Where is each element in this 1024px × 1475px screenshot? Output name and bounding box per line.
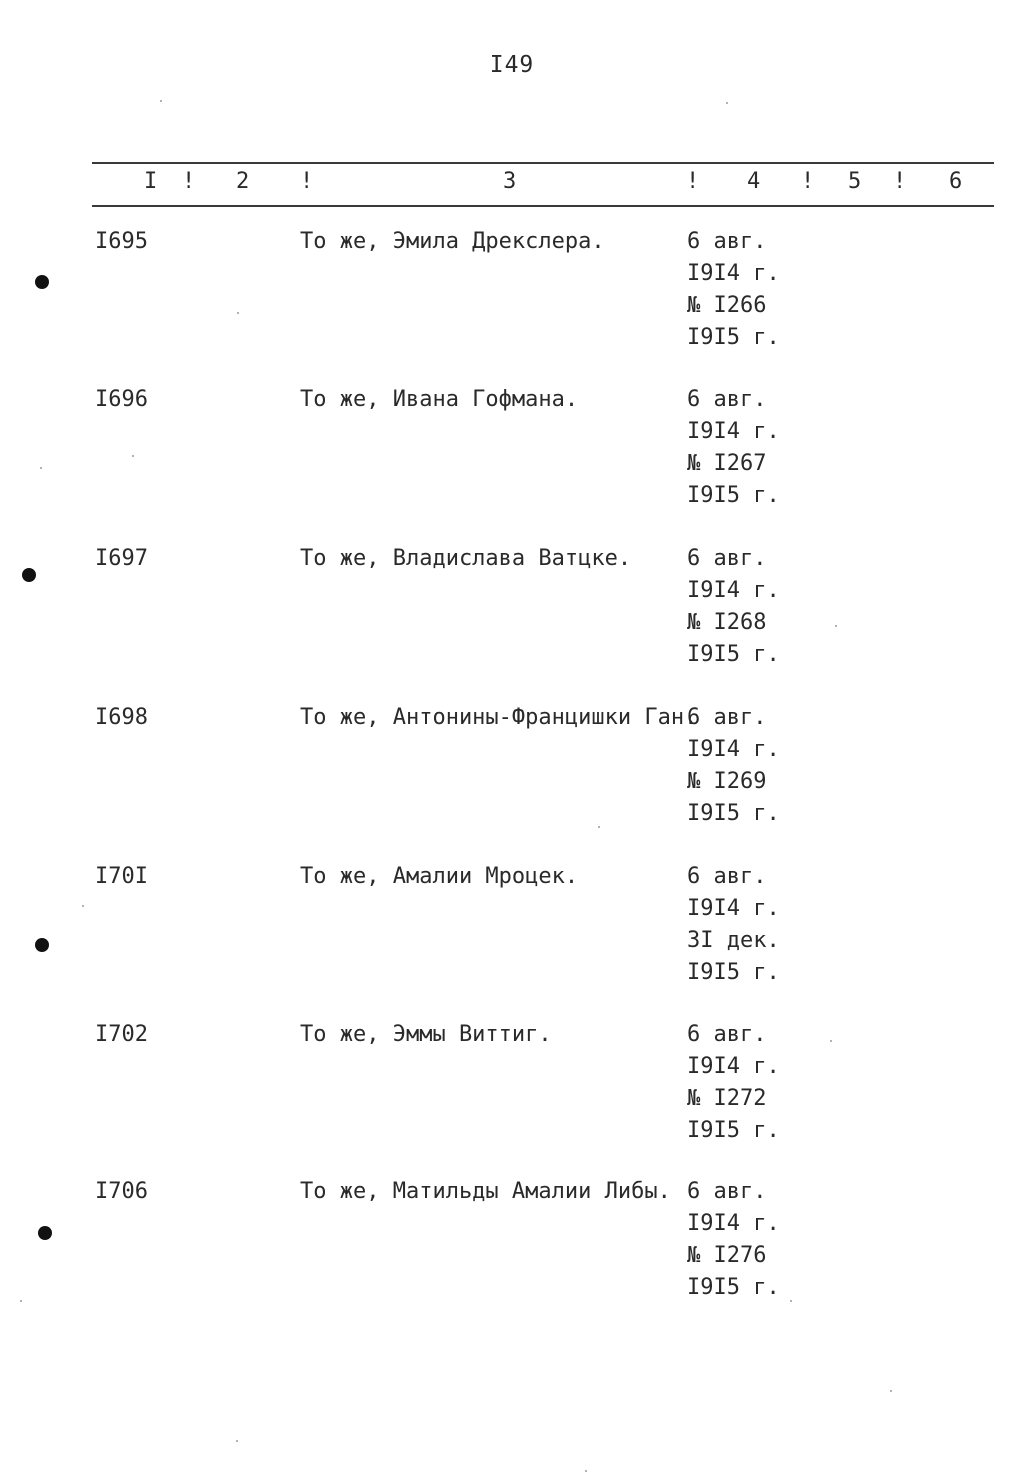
entry-date-line: № I269: [687, 769, 767, 794]
scan-speck: [890, 1390, 892, 1392]
entry-date-line: 6 авг.: [687, 1179, 767, 1204]
entry-number: I70I: [95, 864, 148, 889]
entry-date-line: I9I4 г.: [687, 896, 780, 921]
entry-date-line: № I268: [687, 610, 767, 635]
entry-number: I695: [95, 229, 148, 254]
punch-hole: [35, 938, 49, 952]
scan-speck: [585, 1470, 587, 1472]
scan-speck: [237, 312, 239, 314]
entry-date-line: № I276: [687, 1243, 767, 1268]
entry-date-line: I9I5 г.: [687, 801, 780, 826]
scan-speck: [830, 1040, 832, 1042]
entry-dates: [687, 543, 780, 671]
entry-date-line: 6 авг.: [687, 864, 767, 889]
register-entry: [0, 226, 1024, 356]
column-header-3: 3: [503, 169, 517, 194]
entry-description: То же, Эмила Дрекслера.: [300, 229, 605, 254]
column-header-5: 5: [848, 169, 862, 194]
scan-speck: [20, 1300, 22, 1302]
entry-description: То же, Ивана Гофмана.: [300, 387, 579, 412]
entry-number: I698: [95, 705, 148, 730]
entry-description: То же, Амалии Мроцек.: [300, 864, 579, 889]
register-entry: [0, 384, 1024, 514]
column-header-6: 6: [949, 169, 963, 194]
scan-speck: [726, 102, 728, 104]
column-separator: !: [801, 169, 815, 194]
entry-description: То же, Эммы Виттиг.: [300, 1022, 552, 1047]
entry-date-line: 3I дек.: [687, 928, 780, 953]
entry-date-line: I9I4 г.: [687, 578, 780, 603]
entry-number: I702: [95, 1022, 148, 1047]
register-entry: [0, 861, 1024, 991]
entry-date-line: I9I4 г.: [687, 737, 780, 762]
scan-speck: [598, 826, 600, 828]
entry-dates: [687, 384, 780, 512]
entry-number: I696: [95, 387, 148, 412]
entry-date-line: I9I4 г.: [687, 261, 780, 286]
entry-date-line: 6 авг.: [687, 705, 767, 730]
entry-date-line: I9I4 г.: [687, 419, 780, 444]
column-separator: !: [893, 169, 907, 194]
punch-hole: [38, 1226, 52, 1240]
entry-date-line: № I272: [687, 1086, 767, 1111]
column-header-1: I: [144, 169, 158, 194]
register-entry: [0, 1176, 1024, 1306]
scan-speck: [40, 467, 42, 469]
scan-speck: [790, 1300, 792, 1302]
entry-date-line: I9I5 г.: [687, 483, 780, 508]
column-header-4: 4: [747, 169, 761, 194]
entry-date-line: I9I5 г.: [687, 960, 780, 985]
entry-date-line: I9I4 г.: [687, 1211, 780, 1236]
entry-description: То же, Владислава Ватцке.: [300, 546, 632, 571]
scan-speck: [132, 455, 134, 457]
entry-dates: [687, 861, 780, 989]
entry-date-line: № I266: [687, 293, 767, 318]
entry-dates: [687, 1176, 780, 1304]
entry-date-line: I9I5 г.: [687, 1275, 780, 1300]
entry-date-line: 6 авг.: [687, 1022, 767, 1047]
entry-number: I697: [95, 546, 148, 571]
entry-date-line: I9I5 г.: [687, 1118, 780, 1143]
entry-dates: [687, 226, 780, 354]
entry-date-line: I9I4 г.: [687, 1054, 780, 1079]
column-separator: !: [686, 169, 700, 194]
entry-date-line: № I267: [687, 451, 767, 476]
entry-date-line: I9I5 г.: [687, 325, 780, 350]
entry-date-line: 6 авг.: [687, 546, 767, 571]
register-entry: [0, 1019, 1024, 1149]
scan-speck: [82, 905, 84, 907]
column-separator: !: [182, 169, 196, 194]
entry-description: То же, Матильды Амалии Либы.: [300, 1179, 671, 1204]
entry-description: То же, Антонины-Францишки Ган.: [300, 705, 698, 730]
column-header-2: 2: [236, 169, 250, 194]
entry-date-line: 6 авг.: [687, 229, 767, 254]
register-entry: [0, 702, 1024, 832]
scan-speck: [835, 625, 837, 627]
entry-date-line: 6 авг.: [687, 387, 767, 412]
scan-speck: [236, 1440, 238, 1442]
column-separator: !: [300, 169, 314, 194]
punch-hole: [22, 568, 36, 582]
scan-speck: [160, 100, 162, 102]
entry-number: I706: [95, 1179, 148, 1204]
header-top-rule: [92, 162, 994, 164]
register-entry: [0, 543, 1024, 673]
punch-hole: [35, 275, 49, 289]
page-number: I49: [489, 52, 535, 78]
entry-dates: [687, 1019, 780, 1147]
entry-dates: [687, 702, 780, 830]
entry-date-line: I9I5 г.: [687, 642, 780, 667]
header-bottom-rule: [92, 205, 994, 207]
